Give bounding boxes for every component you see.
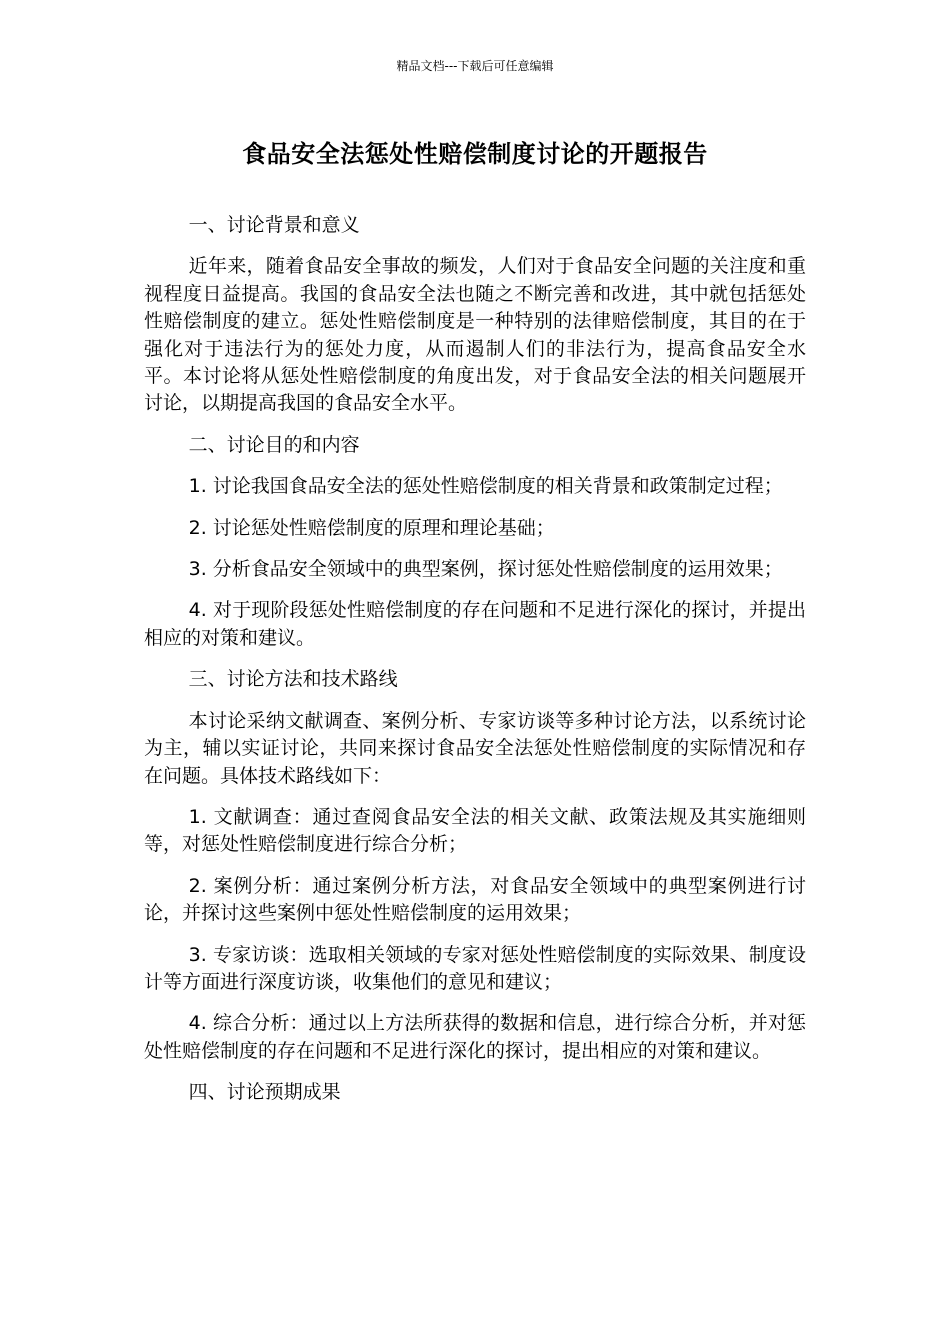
section-heading-background: 一、讨论背景和意义 (188, 214, 360, 236)
list-item-method-2: 2. 案例分析：通过案例分析方法，对食品安全领域中的典型案例进行讨论，并探讨这些案例中惩处性赔偿制度的运用效果； (144, 874, 806, 925)
document-title: 食品安全法惩处性赔偿制度讨论的开题报告 (242, 140, 708, 168)
paragraph-methods-intro: 本讨论采纳文献调查、案例分析、专家访谈等多种讨论方法，以系统讨论为主，辅以实证讨论，共同来探讨食品安全法惩处性赔偿制度的实际情况和存在问题。具体技术路线如下： (144, 709, 806, 787)
list-item-objective-3: 3. 分析食品安全领域中的典型案例，探讨惩处性赔偿制度的运用效果； (188, 558, 783, 581)
list-item-method-1: 1. 文献调查：通过查阅食品安全法的相关文献、政策法规及其实施细则等，对惩处性赔偿制度进行综合分析； (144, 805, 806, 856)
section-heading-objectives: 二、讨论目的和内容 (188, 433, 360, 456)
list-item-objective-2: 2. 讨论惩处性赔偿制度的原理和理论基础； (188, 516, 555, 539)
header-note: 精品文档---下载后可任意编辑 (396, 59, 554, 73)
list-item-method-4: 4. 综合分析：通过以上方法所获得的数据和信息，进行综合分析，并对惩处性赔偿制度的存在问题和不足进行深化的探讨，提出相应的对策和建议。 (144, 1012, 806, 1062)
section-heading-outcomes: 四、讨论预期成果 (188, 1081, 341, 1104)
document-body (144, 212, 806, 1121)
list-item-objective-1: 1. 讨论我国食品安全法的惩处性赔偿制度的相关背景和政策制定过程； (188, 475, 783, 498)
list-item-method-3: 3. 专家访谈：选取相关领域的专家对惩处性赔偿制度的实际效果、制度设计等方面进行深度访谈，收集他们的意见和建议； (144, 943, 806, 993)
section-heading-methods: 三、讨论方法和技术路线 (188, 668, 398, 691)
list-item-objective-4: 4. 对于现阶段惩处性赔偿制度的存在问题和不足进行深化的探讨，并提出相应的对策和建议。 (144, 599, 806, 649)
paragraph-background: 近年来，随着食品安全事故的频发，人们对于食品安全问题的关注度和重视程度日益提高。我国的食品安全法也随之不断完善和改进，其中就包括惩处性赔偿制度的建立。惩处性赔偿制度是一种特别的法律赔偿制度，其目的在于强化对于违法行为的惩处力度，从而遏制人们的非法行为，提高食品安全水平。本讨论将从惩处性赔偿制度的角度出发，对于食品安全法的相关问题展开讨论，以期提高我国的食品安全水平。 (144, 255, 806, 415)
